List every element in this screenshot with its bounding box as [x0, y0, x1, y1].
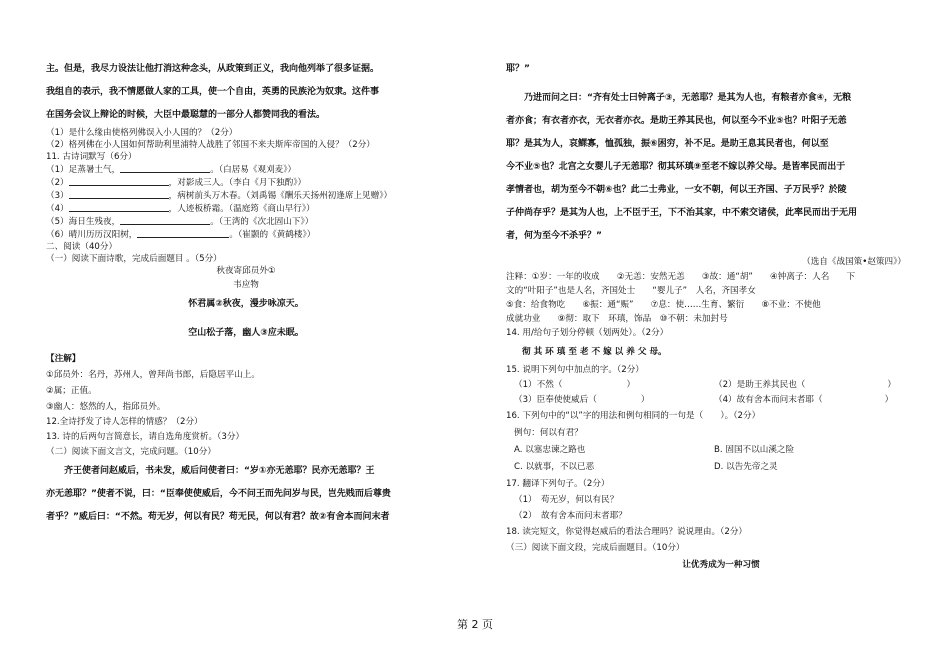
- option-c[interactable]: C. 以就事，不以已恶: [514, 462, 595, 472]
- note: ③幽人：悠然的人，指邱员外。: [46, 402, 166, 412]
- sub-section-title: （三）阅读下面文段，完成后面题目。（10分）: [506, 543, 685, 553]
- question: 13. 诗的后两句言简意长，请自选角度赏析。（3分）: [46, 432, 245, 442]
- question: （2）格列佛在小人国如何帮助利里浦特人战胜了邻国不来夫斯库帝国的入侵？（2分）: [46, 140, 375, 150]
- notes-title: 【注解】: [46, 354, 81, 364]
- passage-line: 在国务会议上辩论的时候，大臣中最聪慧的一部分人都赞同我的看法。: [46, 110, 326, 120]
- passage-end: [46, 58, 446, 127]
- classical-line: 子仲尚存乎？是其为人也，上不臣于王，下不治其家，中不索交诸侯，此率民而出于无用: [506, 208, 858, 218]
- fill-item: （5）海日生残夜， 。（王湾的《次北固山下》）: [46, 217, 314, 227]
- q15-row: （1）不然（ ） （2）是助王养其民也（ ）: [514, 380, 897, 390]
- classical-line: 耶？是其为人，哀鳏寡，恤孤独，振⑥困穷，补不足。是助王息其民者也，何以至: [506, 139, 829, 149]
- option-d[interactable]: D. 以告先帝之灵: [714, 462, 778, 472]
- classical-line: 者乎？”威后曰：“不然。苟无岁，何以有民？苟无民，何以有君？故②有舍本而问末者: [46, 512, 390, 522]
- classical-line: 齐王使者问赵威后，书未发，威后问使者曰：“岁①亦无恙耶？民亦无恙耶？王: [64, 466, 375, 476]
- right-column: [506, 58, 906, 574]
- fill-item: （6）晴川历历汉阳树， 。（崔颢的《黄鹤楼》）: [46, 230, 316, 240]
- question: 14. 用/给句子划分停顿（划两处）。（2分）: [506, 328, 669, 338]
- classical-line: 者亦食；有衣者亦衣，无衣者亦衣。是助王养其民也，何以至今不业⑤也？叶阳子无恙: [506, 116, 847, 126]
- q16-example: 例句：何以有君？: [514, 428, 583, 438]
- classical-line: 乃进而问之曰：“齐有处士曰钟离子③，无恙耶？是其为人也，有粮者亦食④，无粮: [524, 93, 852, 103]
- note: ①邱员外：名丹，苏州人，曾拜尚书郎，后隐居平山上。: [46, 370, 260, 380]
- left-column: [46, 58, 446, 529]
- q15-row: （3）臣奉使使威后（ ） （4）故有舍本而问末者耶（ ）: [514, 395, 894, 405]
- sub-section-title: （一）阅读下面诗歌，完成后面题目 。（5分）: [46, 254, 222, 264]
- fill-item: （3） ，病树前头万木春。（刘禹锡《酬乐天扬州初逢席上见赠》）: [46, 191, 393, 201]
- classical-line: 者，何为至今不杀乎？”: [506, 231, 602, 241]
- q11-title: 11. 古诗词默写（6分）: [46, 152, 137, 162]
- sub-section-title: （二）阅读下面文言文，完成问题。（10分）: [46, 447, 216, 457]
- poem-line: 怀君属②秋夜，漫步咏凉天。: [188, 299, 304, 309]
- answer-blank[interactable]: [69, 189, 169, 199]
- q16-options: [506, 459, 906, 476]
- source-citation: （选自《战国策•赵策四》）: [802, 257, 906, 267]
- annotation-line: ⑤食：给食物吃 ⑥振：通“赈” ⑦息：使……生育、繁衍 ⑧不业：不使他: [506, 300, 821, 310]
- poem-line: 空山松子落，幽人③应未眠。: [188, 328, 304, 338]
- question: 15. 说明下列句中加点的字。（2分）: [506, 365, 644, 375]
- note: ②属；正值。: [46, 386, 97, 396]
- essay-title: 让优秀成为一种习惯: [682, 560, 760, 570]
- classical-line: 孝情者也，胡为至今不朝⑥也？此二士弗业，一女不朝，何以王齐国、子万民乎？於陵: [506, 185, 847, 195]
- passage-line: 主。但是，我尽力设法让他打消这种念头，从政策到正义，我向他列举了很多证据。: [46, 64, 380, 74]
- q17-item: （2） 故有舍本而问末者耶？: [514, 511, 627, 521]
- poem-title: 秋夜寄邱员外①: [216, 266, 276, 276]
- page-number: 第 2 页: [457, 618, 493, 631]
- question: （1）是什么缘由使格列佛误入小人国的？（2分）: [46, 128, 238, 138]
- answer-blank[interactable]: [120, 215, 210, 225]
- q17-item: （1） 苟无岁，何以有民？: [514, 495, 619, 505]
- fill-item: （4） ，人迹板桥霜。（温庭筠《商山早行》）: [46, 204, 315, 214]
- passage-line: 我组自的表示，我不情愿做人家的工具，使一个自由，英勇的民族沦为奴隶。这件事: [46, 87, 380, 97]
- question: 16. 下列句中的“以”字的用法和例句相同的一句是（ ）。（2分）: [506, 411, 761, 421]
- question: 18. 读完短文，你觉得赵威后的看法合理吗？说说理由。（2分）: [506, 527, 748, 537]
- classical-line: 今不业⑤也？北宫之女婴儿子无恙耶？彻其环瑱⑨至老不嫁以养父母。是皆率民而出于: [506, 162, 846, 172]
- answer-blank[interactable]: [120, 163, 210, 173]
- classical-line: 耶？”: [506, 64, 530, 74]
- poem-author: 韦应物: [233, 280, 259, 290]
- annotation-line: 成就功业 ⑨彻：取下 环瑱，饰品 ⑩不朝：未加封号: [506, 314, 728, 324]
- answer-blank[interactable]: [69, 202, 169, 212]
- fill-item: （2） ，对影成三人。（李白《月下独酌》）: [46, 178, 307, 188]
- q14-sentence: 彻 其 环 瑱 至 老 不 嫁 以 养 父 母。: [522, 347, 667, 357]
- annotation-line: 注释：①岁：一年的收成 ②无恙：安然无恙 ③故：通“胡” ④钟离子：人名 下: [506, 272, 856, 282]
- option-b[interactable]: B. 固国不以山溪之险: [714, 445, 795, 455]
- section-title: 二、阅读（40分）: [46, 242, 118, 252]
- question: 12.全诗抒发了诗人怎样的情感？（2分）: [46, 417, 203, 427]
- annotation-line: 文的“叶阳子”也是人名，齐国处士 “婴儿子” 人名，齐国孝女: [506, 286, 756, 296]
- classical-line: 亦无恙耶？”使者不说，曰：“臣奉使使威后，今不问王而先问岁与民，岂先贱而后尊贵: [46, 489, 391, 499]
- option-a[interactable]: A. 以塞忠谏之路也: [514, 445, 586, 455]
- answer-blank[interactable]: [69, 176, 169, 186]
- question: 17. 翻译下列句子。（2分）: [506, 479, 610, 489]
- q16-options: [506, 442, 906, 459]
- fill-item: （1）足蒸暑土气， 。（白居易《观刈麦》）: [46, 165, 297, 175]
- answer-blank[interactable]: [137, 228, 229, 238]
